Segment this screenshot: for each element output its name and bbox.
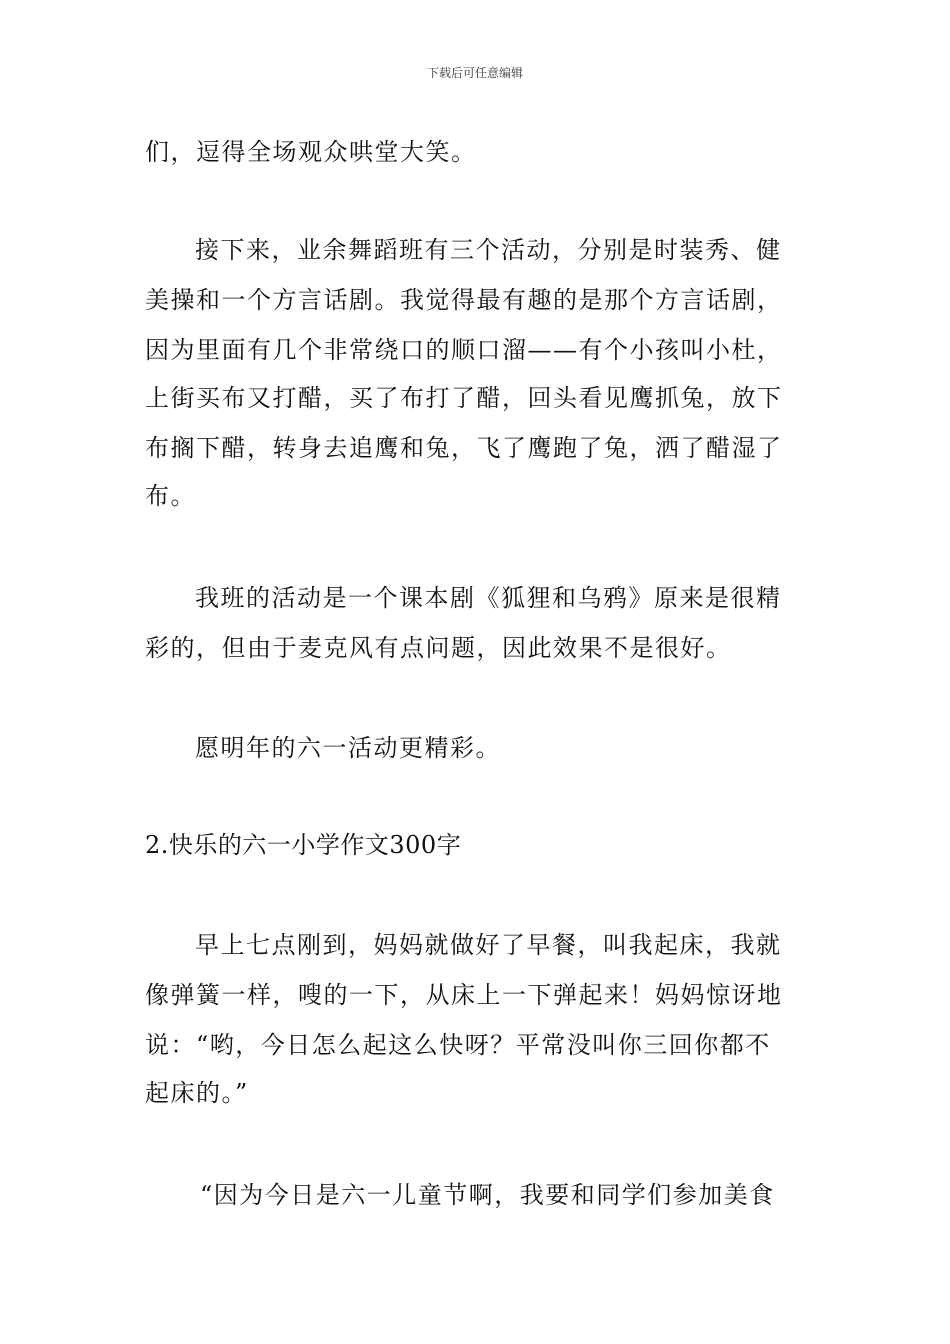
paragraph-line: 说：“哟，今日怎么起这么快呀？平常没叫你三回你都不: [145, 1031, 771, 1059]
paragraph-line: 愿明年的六一活动更精彩。: [195, 734, 501, 762]
paragraph-line: 美操和一个方言话剧。我觉得最有趣的是那个方言话剧，: [145, 286, 783, 314]
paragraph-line: 彩的，但由于麦克风有点问题，因此效果不是很好。: [145, 634, 732, 662]
paragraph-line: 们，逗得全场观众哄堂大笑。: [145, 138, 477, 166]
paragraph-line: 上街买布又打醋，买了布打了醋，回头看见鹰抓兔，放下: [145, 384, 783, 412]
paragraph-line: 我班的活动是一个课本剧《狐狸和乌鸦》原来是很精: [195, 584, 782, 612]
paragraph-line: 布。: [145, 482, 196, 510]
paragraph-line: “因为今日是六一儿童节啊，我要和同学们参加美食: [200, 1181, 775, 1209]
paragraph-line: 起床的。”: [145, 1079, 249, 1107]
section-heading: 2.快乐的六一小学作文300字: [145, 831, 462, 859]
page-header: 下载后可任意编辑: [426, 66, 523, 80]
paragraph-line: 布搁下醋，转身去追鹰和兔，飞了鹰跑了兔，洒了醋湿了: [145, 434, 783, 462]
paragraph-line: 因为里面有几个非常绕口的顺口溜——有个小孩叫小杜，: [145, 336, 783, 364]
paragraph-line: 接下来，业余舞蹈班有三个活动，分别是时装秀、健: [195, 236, 782, 264]
paragraph-line: 早上七点刚到，妈妈就做好了早餐，叫我起床，我就: [195, 931, 782, 959]
paragraph-line: 像弹簧一样，嗖的一下，从床上一下弹起来！妈妈惊讶地: [145, 981, 783, 1009]
